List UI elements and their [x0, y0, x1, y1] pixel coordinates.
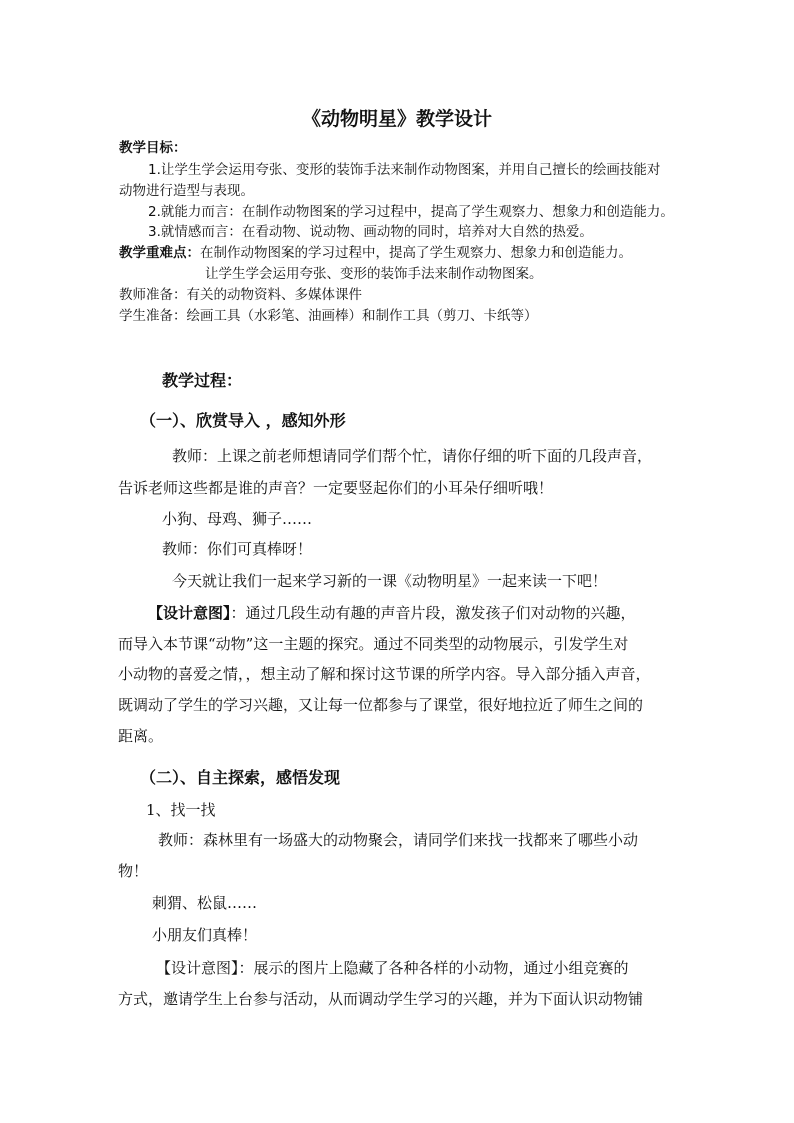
section-1-intent-line-3: 小动物的喜爱之情，，想主动了解和探讨这节课的所学内容。导入部分插入声音，	[118, 665, 651, 683]
section-2-intent-label: 【设计意图】	[156, 959, 239, 977]
section-2-paragraph-3: 小朋友们真棒！	[152, 926, 258, 944]
section-1-intent-label: 【设计意图】	[148, 604, 231, 622]
section-1-paragraph-2: 小狗、母鸡、狮子……	[162, 510, 313, 528]
document-title: 《动物明星》教学设计	[301, 108, 492, 130]
section-1-paragraph-1-line-1: 教师：上课之前老师想请同学们帮个忙，请你仔细的听下面的几段声音，	[172, 447, 653, 465]
key-points-line-1	[119, 244, 632, 262]
section-1-intent-text-1: ：通过几段生动有趣的声音片段，激发孩子们对动物的兴趣，	[230, 604, 636, 622]
section-1-intent-line-1	[148, 603, 636, 623]
section-1-heading: （一）、欣赏导入 ，感知外形	[140, 411, 346, 430]
section-1-intent-line-2: 而导入本节课“动物”这一主题的探究。通过不同类型的动物展示，引发学生对	[118, 635, 629, 653]
section-2-paragraph-2: 刺猬、松鼠……	[152, 894, 258, 912]
process-heading: 教学过程：	[162, 371, 243, 390]
section-1-intent-line-5: 距离。	[118, 727, 164, 745]
student-preparation: 学生准备：绘画工具（水彩笔、油画棒）和制作工具（剪刀、卡纸等）	[119, 308, 538, 324]
section-1-paragraph-3: 教师：你们可真棒呀！	[162, 540, 313, 558]
section-1-paragraph-1-line-2: 告诉老师这些都是谁的声音？一定要竖起你们的小耳朵仔细听哦！	[118, 479, 554, 497]
section-1-paragraph-4: 今天就让我们一起来学习新的一课《动物明星》一起来读一下吧！	[172, 572, 608, 590]
objective-3: 3.就情感而言：在看动物、说动物、画动物的同时，培养对大自然的热爱。	[148, 224, 593, 240]
section-2-heading: （二）、自主探索，感悟发现	[140, 768, 341, 787]
section-1-intent-line-4: 既调动了学生的学习兴趣，又让每一位都参与了课堂，很好地拉近了师生之间的	[118, 696, 644, 714]
key-points-heading: 教学重难点：	[119, 245, 200, 261]
section-2-subheading-1: 1、找一找	[146, 801, 216, 819]
section-2-intent-line-1	[156, 958, 629, 978]
section-2-intent-text-1: ：展示的图片上隐藏了各种各样的小动物，通过小组竞赛的	[238, 959, 629, 977]
objective-2: 2.就能力而言：在制作动物图案的学习过程中，提高了学生观察力、想象力和创造能力。	[148, 204, 674, 220]
key-points-text-1: 在制作动物图案的学习过程中，提高了学生观察力、想象力和创造能力。	[200, 245, 632, 261]
section-2-paragraph-1-line-1: 教师：森林里有一场盛大的动物聚会，请同学们来找一找都来了哪些小动	[158, 831, 639, 849]
objective-1-line-2: 动物进行造型与表现。	[119, 183, 254, 199]
section-2-paragraph-1-line-2: 物！	[118, 862, 149, 880]
key-points-line-2: 让学生学会运用夸张、变形的装饰手法来制作动物图案。	[205, 266, 543, 282]
objective-1-line-1: 1.让学生学会运用夸张、变形的装饰手法来制作动物图案，并用自己擅长的绘画技能对	[148, 162, 661, 178]
objectives-heading: 教学目标：	[119, 140, 187, 156]
teacher-preparation: 教师准备：有关的动物资料、多媒体课件	[119, 287, 362, 303]
section-2-intent-line-2: 方式，邀请学生上台参与活动，从而调动学生学习的兴趣，并为下面认识动物铺	[118, 990, 644, 1008]
